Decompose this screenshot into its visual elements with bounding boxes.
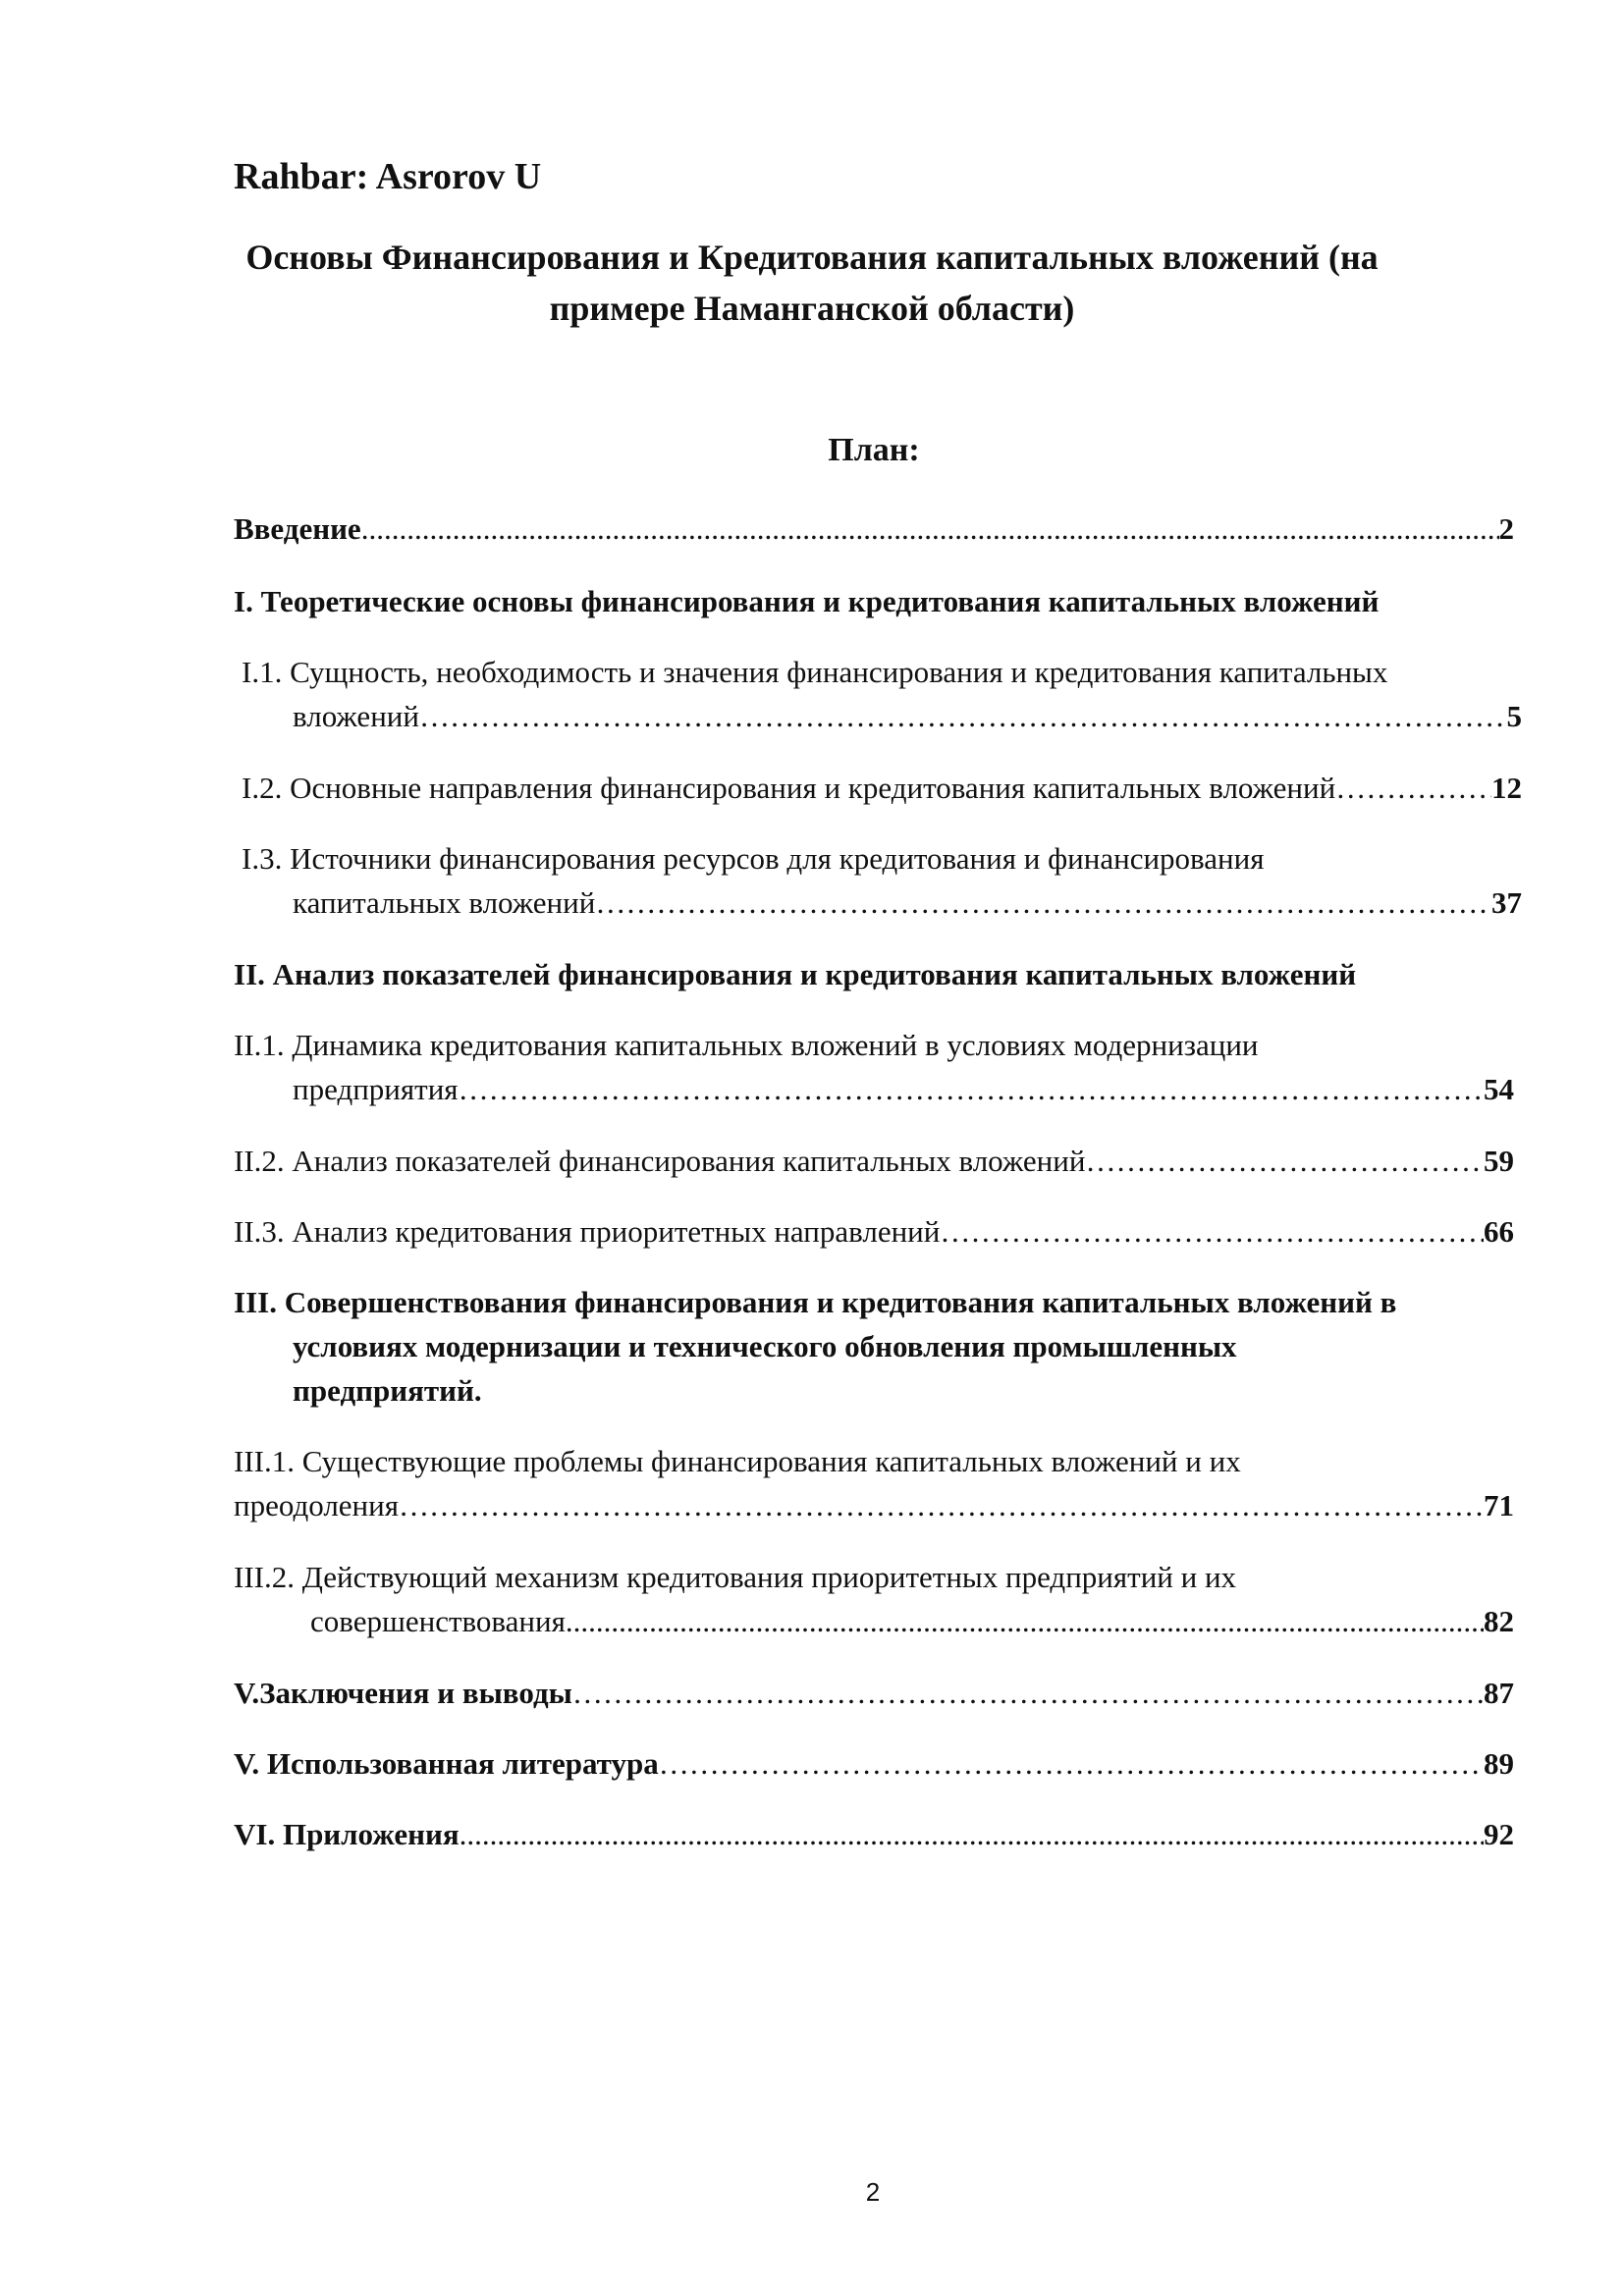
toc-entry-2-1 <box>234 1023 1514 1111</box>
dot-leader <box>460 1812 1484 1856</box>
toc-entry-label-line1: III.2. Действующий механизм кредитования приоритетных предприятий и их <box>234 1560 1237 1594</box>
toc-entry-label: V. Использованная литература <box>234 1746 659 1781</box>
toc-entry-1-3 <box>234 836 1522 925</box>
toc-page-number: 37 <box>1491 885 1522 920</box>
dot-leader <box>399 1483 1484 1527</box>
toc-section-3 <box>234 1280 1514 1413</box>
dot-leader <box>1335 766 1491 810</box>
dot-leader <box>459 1067 1484 1111</box>
toc-entry-label-line2: преодоления <box>234 1488 399 1522</box>
toc-entry-label: II.3. Анализ кредитования приоритетных направлений <box>234 1214 941 1249</box>
toc-page-number: 82 <box>1484 1604 1514 1638</box>
toc-entry-label-line2: капитальных вложений <box>293 885 596 920</box>
toc-entry-label-line2: вложений <box>293 699 419 733</box>
toc-entry-label-line2: условиях модернизации и технического обновления промышленных <box>293 1329 1237 1363</box>
plan-heading: План: <box>828 432 920 468</box>
title-line-1: Основы Финансирования и Кредитования капитальных вложений (на <box>245 238 1379 277</box>
toc-page-number: 92 <box>1484 1817 1514 1851</box>
toc-entry-label-line2: совершенствования <box>310 1604 566 1638</box>
toc-section-2 <box>234 952 1514 996</box>
toc-page-number: 54 <box>1484 1072 1514 1106</box>
dot-leader <box>572 1671 1484 1715</box>
dot-leader <box>361 507 1499 551</box>
toc-entry-2-3 <box>234 1209 1514 1254</box>
supervisor-line: Rahbar: Asrorov U <box>234 156 542 197</box>
toc-page-number: 2 <box>1498 511 1514 546</box>
toc-entry-introduction <box>234 507 1514 551</box>
dot-leader <box>659 1741 1484 1786</box>
toc-section-1 <box>234 579 1514 623</box>
dot-leader <box>940 1209 1484 1254</box>
page-number: 2 <box>865 2177 881 2207</box>
toc-page-number: 66 <box>1484 1214 1514 1249</box>
toc-entry-label: VI. Приложения <box>234 1817 460 1851</box>
toc-entry-label-line1: III. Совершенствования финансирования и кредитования капитальных вложений в <box>234 1285 1397 1319</box>
toc-entry-label: II.2. Анализ показателей финансирования капитальных вложений <box>234 1144 1086 1178</box>
toc-entry-label-line1: І.3. Источники финансирования ресурсов для кредитования и финансирования <box>242 841 1265 876</box>
toc-page-number: 5 <box>1506 699 1522 733</box>
dot-leader <box>566 1599 1484 1643</box>
toc-entry-label: Введение <box>234 511 361 546</box>
toc-entry-label-line3: предприятий. <box>293 1373 482 1408</box>
toc-entry-label: V.Заключения и выводы <box>234 1676 572 1710</box>
toc-entry-label: II. Анализ показателей финансирования и кредитования капитальных вложений <box>234 957 1357 991</box>
toc-page-number: 89 <box>1484 1746 1514 1781</box>
toc-entry-label-line1: І.1. Сущность, необходимость и значения финансирования и кредитования капитальных <box>242 655 1388 689</box>
toc-entry-label: І.2. Основные направления финансирования и кредитования капитальных вложений <box>242 771 1336 805</box>
toc-entry-label-line2: предприятия <box>293 1072 459 1106</box>
title-line-2: примере Наманганской области) <box>549 289 1075 328</box>
toc-entry-label-line1: III.1. Существующие проблемы финансирования капитальных вложений и их <box>234 1444 1241 1478</box>
toc-page-number: 71 <box>1484 1488 1514 1522</box>
dot-leader <box>419 694 1507 738</box>
document-title <box>196 232 1428 334</box>
toc-entry-2-2 <box>234 1139 1514 1183</box>
toc-entry-1-1 <box>234 650 1522 738</box>
toc-entry-1-2 <box>234 766 1522 810</box>
toc-page-number: 59 <box>1484 1144 1514 1178</box>
toc-entry-literature <box>234 1741 1514 1786</box>
dot-leader <box>1085 1139 1484 1183</box>
toc-entry-appendices <box>234 1812 1514 1856</box>
toc-entry-label-line1: II.1. Динамика кредитования капитальных вложений в условиях модернизации <box>234 1028 1259 1062</box>
toc-entry-3-1 <box>234 1439 1514 1527</box>
dot-leader <box>595 881 1491 925</box>
toc-page-number: 12 <box>1491 771 1522 805</box>
toc-entry-conclusions <box>234 1671 1514 1715</box>
toc-page-number: 87 <box>1484 1676 1514 1710</box>
toc-entry-3-2 <box>234 1555 1514 1643</box>
toc-entry-label: І. Теоретические основы финансирования и кредитования капитальных вложений <box>234 584 1380 618</box>
